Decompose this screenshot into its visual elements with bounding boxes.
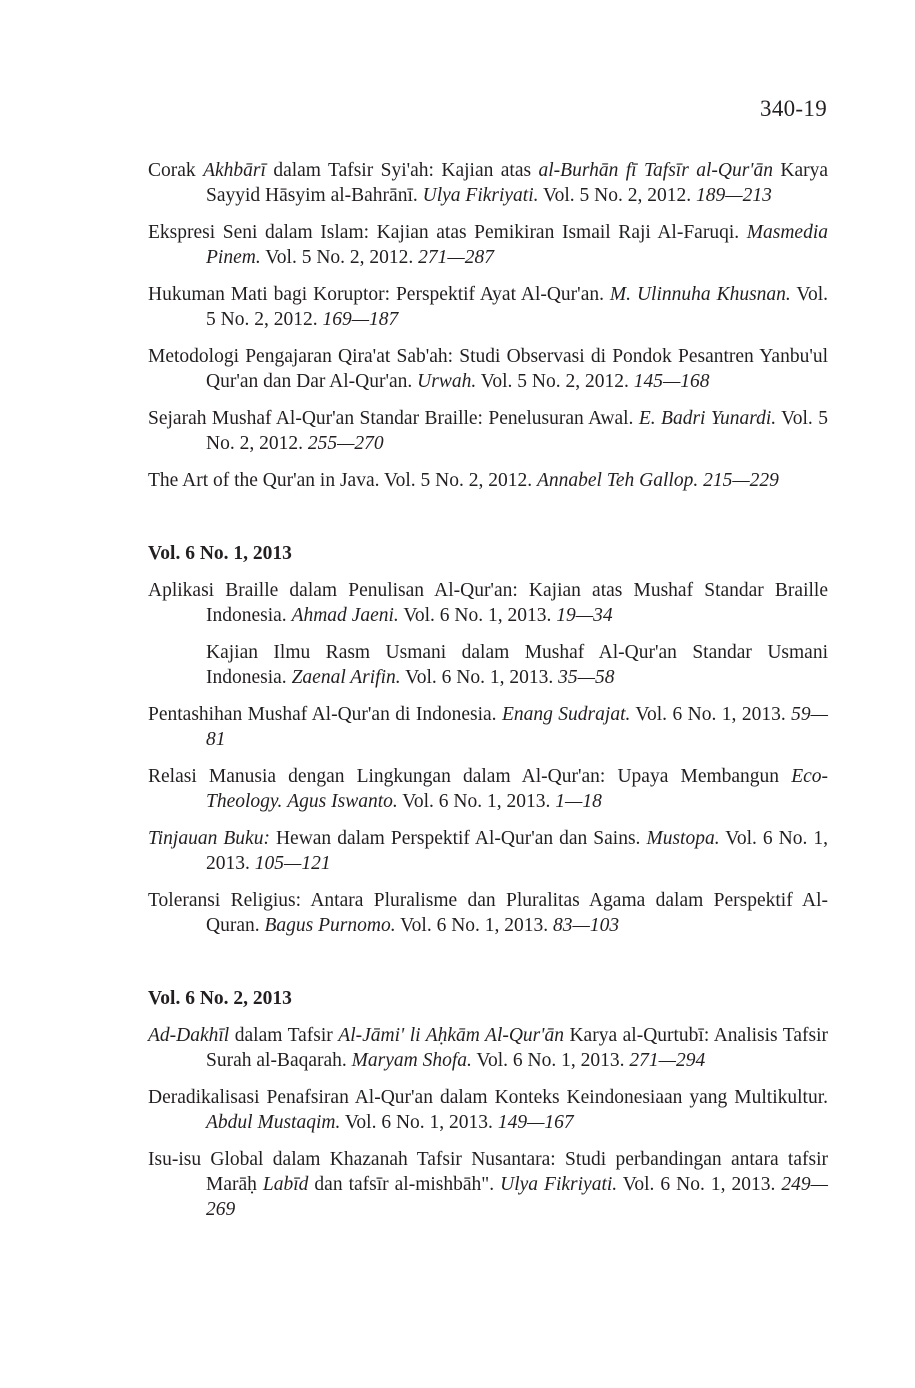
section-heading: Vol. 6 No. 2, 2013 xyxy=(148,988,292,1009)
bibliography-entry: Toleransi Religius: Antara Pluralisme dan Pluralitas Agama dalam Perspektif Al-Quran. Bagus Purnomo. Vol. 6 No. 1, 2013. 83—103 xyxy=(148,890,828,936)
entry-author: Zaenal Arifin. xyxy=(291,667,401,688)
section-heading: Vol. 6 No. 1, 2013 xyxy=(148,543,292,564)
entry-author: Maryam Shofa. xyxy=(351,1050,472,1071)
bibliography-entry: Kajian Ilmu Rasm Usmani dalam Mushaf Al-Qur'an Standar Usmani Indonesia. Zaenal Arifin. Vol. 6 No. 1, 2013. 35—58 xyxy=(206,642,828,688)
bibliography-entry: Sejarah Mushaf Al-Qur'an Standar Braille: Penelusuran Awal. E. Badri Yunardi. Vol. 5 No. 2, 2012. 255—270 xyxy=(148,408,828,454)
entry-pages: 59—81 xyxy=(206,704,828,750)
entry-pages: 271—287 xyxy=(418,247,495,268)
entry-pages: 189—213 xyxy=(695,185,772,206)
entry-label: Tinjauan Buku: xyxy=(148,828,270,849)
entry-author: Ulya Fikriyati. xyxy=(500,1174,618,1195)
bibliography-entry: Deradikalisasi Penafsiran Al-Qur'an dalam Konteks Keindonesiaan yang Multikultur. Abdul Mustaqim. Vol. 6 No. 1, 2013. 149—167 xyxy=(148,1087,828,1133)
entry-author: Masmedia Pinem. xyxy=(206,222,828,268)
bibliography-entry: Ekspresi Seni dalam Islam: Kajian atas Pemikiran Ismail Raji Al-Faruqi. Masmedia Pinem. Vol. 5 No. 2, 2012. 271—287 xyxy=(148,222,828,268)
entry-author: Bagus Purnomo. xyxy=(264,915,396,936)
bibliography-entry: Isu-isu Global dalam Khazanah Tafsir Nusantara: Studi perbandingan antara tafsir Marāḥ Labīd dan tafsīr al-mishbāh". Ulya Fikriyati. Vol. 6 No. 1, 2013. 249—269 xyxy=(148,1149,828,1220)
page-number: 340-19 xyxy=(760,96,827,121)
entry-author: Ulya Fikriyati. xyxy=(422,185,539,206)
bibliography-entry: Metodologi Pengajaran Qira'at Sab'ah: Studi Observasi di Pondok Pesantren Yanbu'ul Qur'an dan Dar Al-Qur'an. Urwah. Vol. 5 No. 2, 2012. 145—168 xyxy=(148,346,828,392)
entry-pages: 149—167 xyxy=(497,1112,574,1133)
entry-author: Enang Sudrajat. xyxy=(501,704,631,725)
entry-pages: 1—18 xyxy=(555,791,602,812)
entry-author: Abdul Mustaqim. xyxy=(206,1112,341,1133)
bibliography-entry: Relasi Manusia dengan Lingkungan dalam Al-Qur'an: Upaya Membangun Eco-Theology. Agus Iswanto. Vol. 6 No. 1, 2013. 1—18 xyxy=(148,766,828,812)
bibliography-entry: Pentashihan Mushaf Al-Qur'an di Indonesia. Enang Sudrajat. Vol. 6 No. 1, 2013. 59—81 xyxy=(148,704,828,750)
bibliography-entry: Aplikasi Braille dalam Penulisan Al-Qur'an: Kajian atas Mushaf Standar Braille Indonesia. Ahmad Jaeni. Vol. 6 No. 1, 2013. 19—34 xyxy=(148,580,828,626)
entry-pages: 255—270 xyxy=(307,433,384,454)
entry-pages: 249—269 xyxy=(206,1174,828,1220)
bibliography-entry: Tinjauan Buku: Hewan dalam Perspektif Al-Qur'an dan Sains. Mustopa. Vol. 6 No. 1, 2013. 105—121 xyxy=(148,828,828,874)
entry-author: E. Badri Yunardi. xyxy=(638,408,777,429)
entry-pages: 215—229 xyxy=(703,470,779,491)
entry-pages: 145—168 xyxy=(633,371,710,392)
entry-author: Annabel Teh Gallop. xyxy=(536,470,699,491)
entry-pages: 19—34 xyxy=(556,605,613,626)
entry-pages: 35—58 xyxy=(558,667,615,688)
entry-pages: 271—294 xyxy=(629,1050,706,1071)
bibliography-list xyxy=(148,158,828,1234)
entry-author: Mustopa. xyxy=(646,828,720,849)
entry-author: Ahmad Jaeni. xyxy=(291,605,399,626)
entry-pages: 105—121 xyxy=(254,853,331,874)
entry-author: Urwah. xyxy=(417,371,477,392)
bibliography-entry: Corak Akhbārī dalam Tafsir Syi'ah: Kajian atas al-Burhān fī Tafsīr al-Qur'ān Karya Sayyid Hāsyim al-Bahrānī. Ulya Fikriyati. Vol. 5 No. 2, 2012. 189—213 xyxy=(148,160,829,206)
bibliography-entry: Ad-Dakhīl dalam Tafsir Al-Jāmi' li Aḥkām Al-Qur'ān Karya al-Qurtubī: Analisis Tafsir Surah al-Baqarah. Maryam Shofa. Vol. 6 No. 1, 2013. 271—294 xyxy=(148,1025,828,1071)
entry-author: Agus Iswanto. xyxy=(287,791,398,812)
entry-pages: 169—187 xyxy=(322,309,399,330)
entry-pages: 83—103 xyxy=(553,915,620,936)
bibliography-entry: Hukuman Mati bagi Koruptor: Perspektif Ayat Al-Qur'an. M. Ulinnuha Khusnan. Vol. 5 No. 2, 2012. 169—187 xyxy=(148,284,828,330)
bibliography-entry: The Art of the Qur'an in Java. Vol. 5 No. 2, 2012. Annabel Teh Gallop. 215—229 xyxy=(148,470,779,491)
entry-author: M. Ulinnuha Khusnan. xyxy=(609,284,791,305)
